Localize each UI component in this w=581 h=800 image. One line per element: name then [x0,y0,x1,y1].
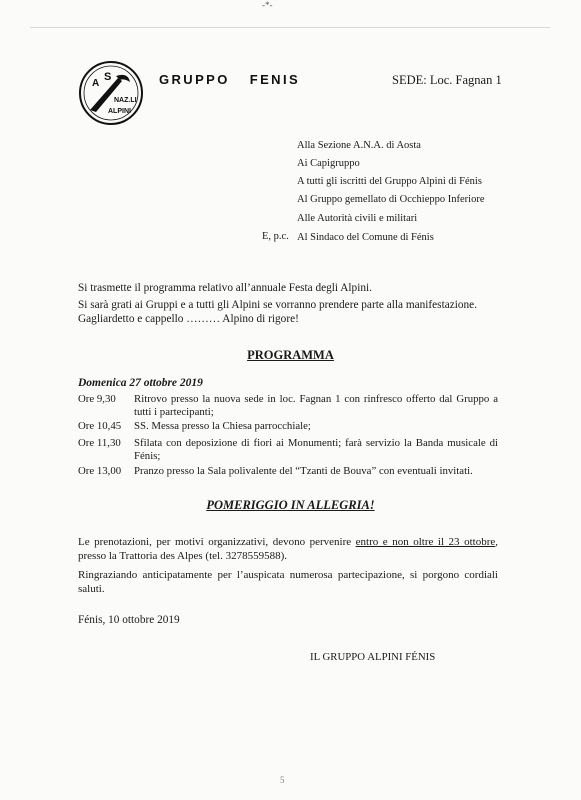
booking-paragraph [78,535,498,563]
scan-mark-top: -*- [262,0,273,10]
recipient-line: A tutti gli iscritti del Gruppo Alpini di Fénis [297,176,482,187]
recipient-line: Alla Sezione A.N.A. di Aosta [297,140,421,151]
intro-line-1: Si trasmette il programma relativo all’annuale Festa degli Alpini. [78,282,372,294]
logo-naz: NAZ.LI [114,97,137,104]
org-name: GRUPPO FENIS [159,72,301,87]
letter-date: Fénis, 10 ottobre 2019 [78,614,180,626]
logo-alpini: ALPINI [108,108,131,115]
program-time: Ore 11,30 [78,437,121,449]
booking-pre: Le prenotazioni, per motivi organizzativi, devono pervenire [78,536,356,548]
intro-line-3: Gagliardetto e cappello ……… Alpino di rigore! [78,313,299,325]
program-time: Ore 10,45 [78,420,122,432]
program-title: PROGRAMMA [247,348,334,362]
top-rule [30,27,550,28]
recipient-line: Al Sindaco del Comune di Fénis [297,232,434,243]
logo-letter-s: S [104,71,112,83]
intro-line-2: Si sarà grati ai Gruppi e a tutti gli Alpini se vorranno prendere parte alla manifestazione. [78,299,478,311]
scan-mark-bottom: 5 [280,775,285,785]
booking-post: , presso la Trattoria des Alpes (tel. 3278559588). [78,536,498,562]
ana-logo [78,60,144,126]
ep-label: E, p.c. [262,231,289,242]
program-desc: Pranzo presso la Sala polivalente del “Tzanti de Bouva” con eventuali invitati. [134,465,473,477]
sede-address: SEDE: Loc. Fagnan 1 [392,73,502,87]
recipient-line: Ai Capigruppo [297,158,360,169]
program-day: Domenica 27 ottobre 2019 [78,377,203,389]
booking-deadline: entro e non oltre il 23 ottobre [355,536,496,548]
program-time: Ore 9,30 [78,393,116,405]
program-time: Ore 13,00 [78,465,122,477]
thanks-paragraph: Ringraziando anticipatamente per l’auspicata numerosa partecipazione, si porgono cordiali saluti. [78,569,498,595]
program-desc: Ritrovo presso la nuova sede in loc. Fagnan 1 con rinfresco offerto dal Gruppo a tutti i partecipanti; [134,393,498,418]
program-desc: Sfilata con deposizione di fiori ai Monumenti; farà servizio la Banda musicale di Fénis; [134,437,498,462]
recipient-line: Alle Autorità civili e militari [297,213,418,224]
signature: IL GRUPPO ALPINI FÉNIS [310,651,436,663]
program-desc: SS. Messa presso la Chiesa parrocchiale; [134,420,311,432]
logo-letter-a: A [92,78,100,89]
recipient-line: Al Gruppo gemellato di Occhieppo Inferiore [297,194,485,205]
afternoon-title: POMERIGGIO IN ALLEGRIA! [206,498,375,512]
